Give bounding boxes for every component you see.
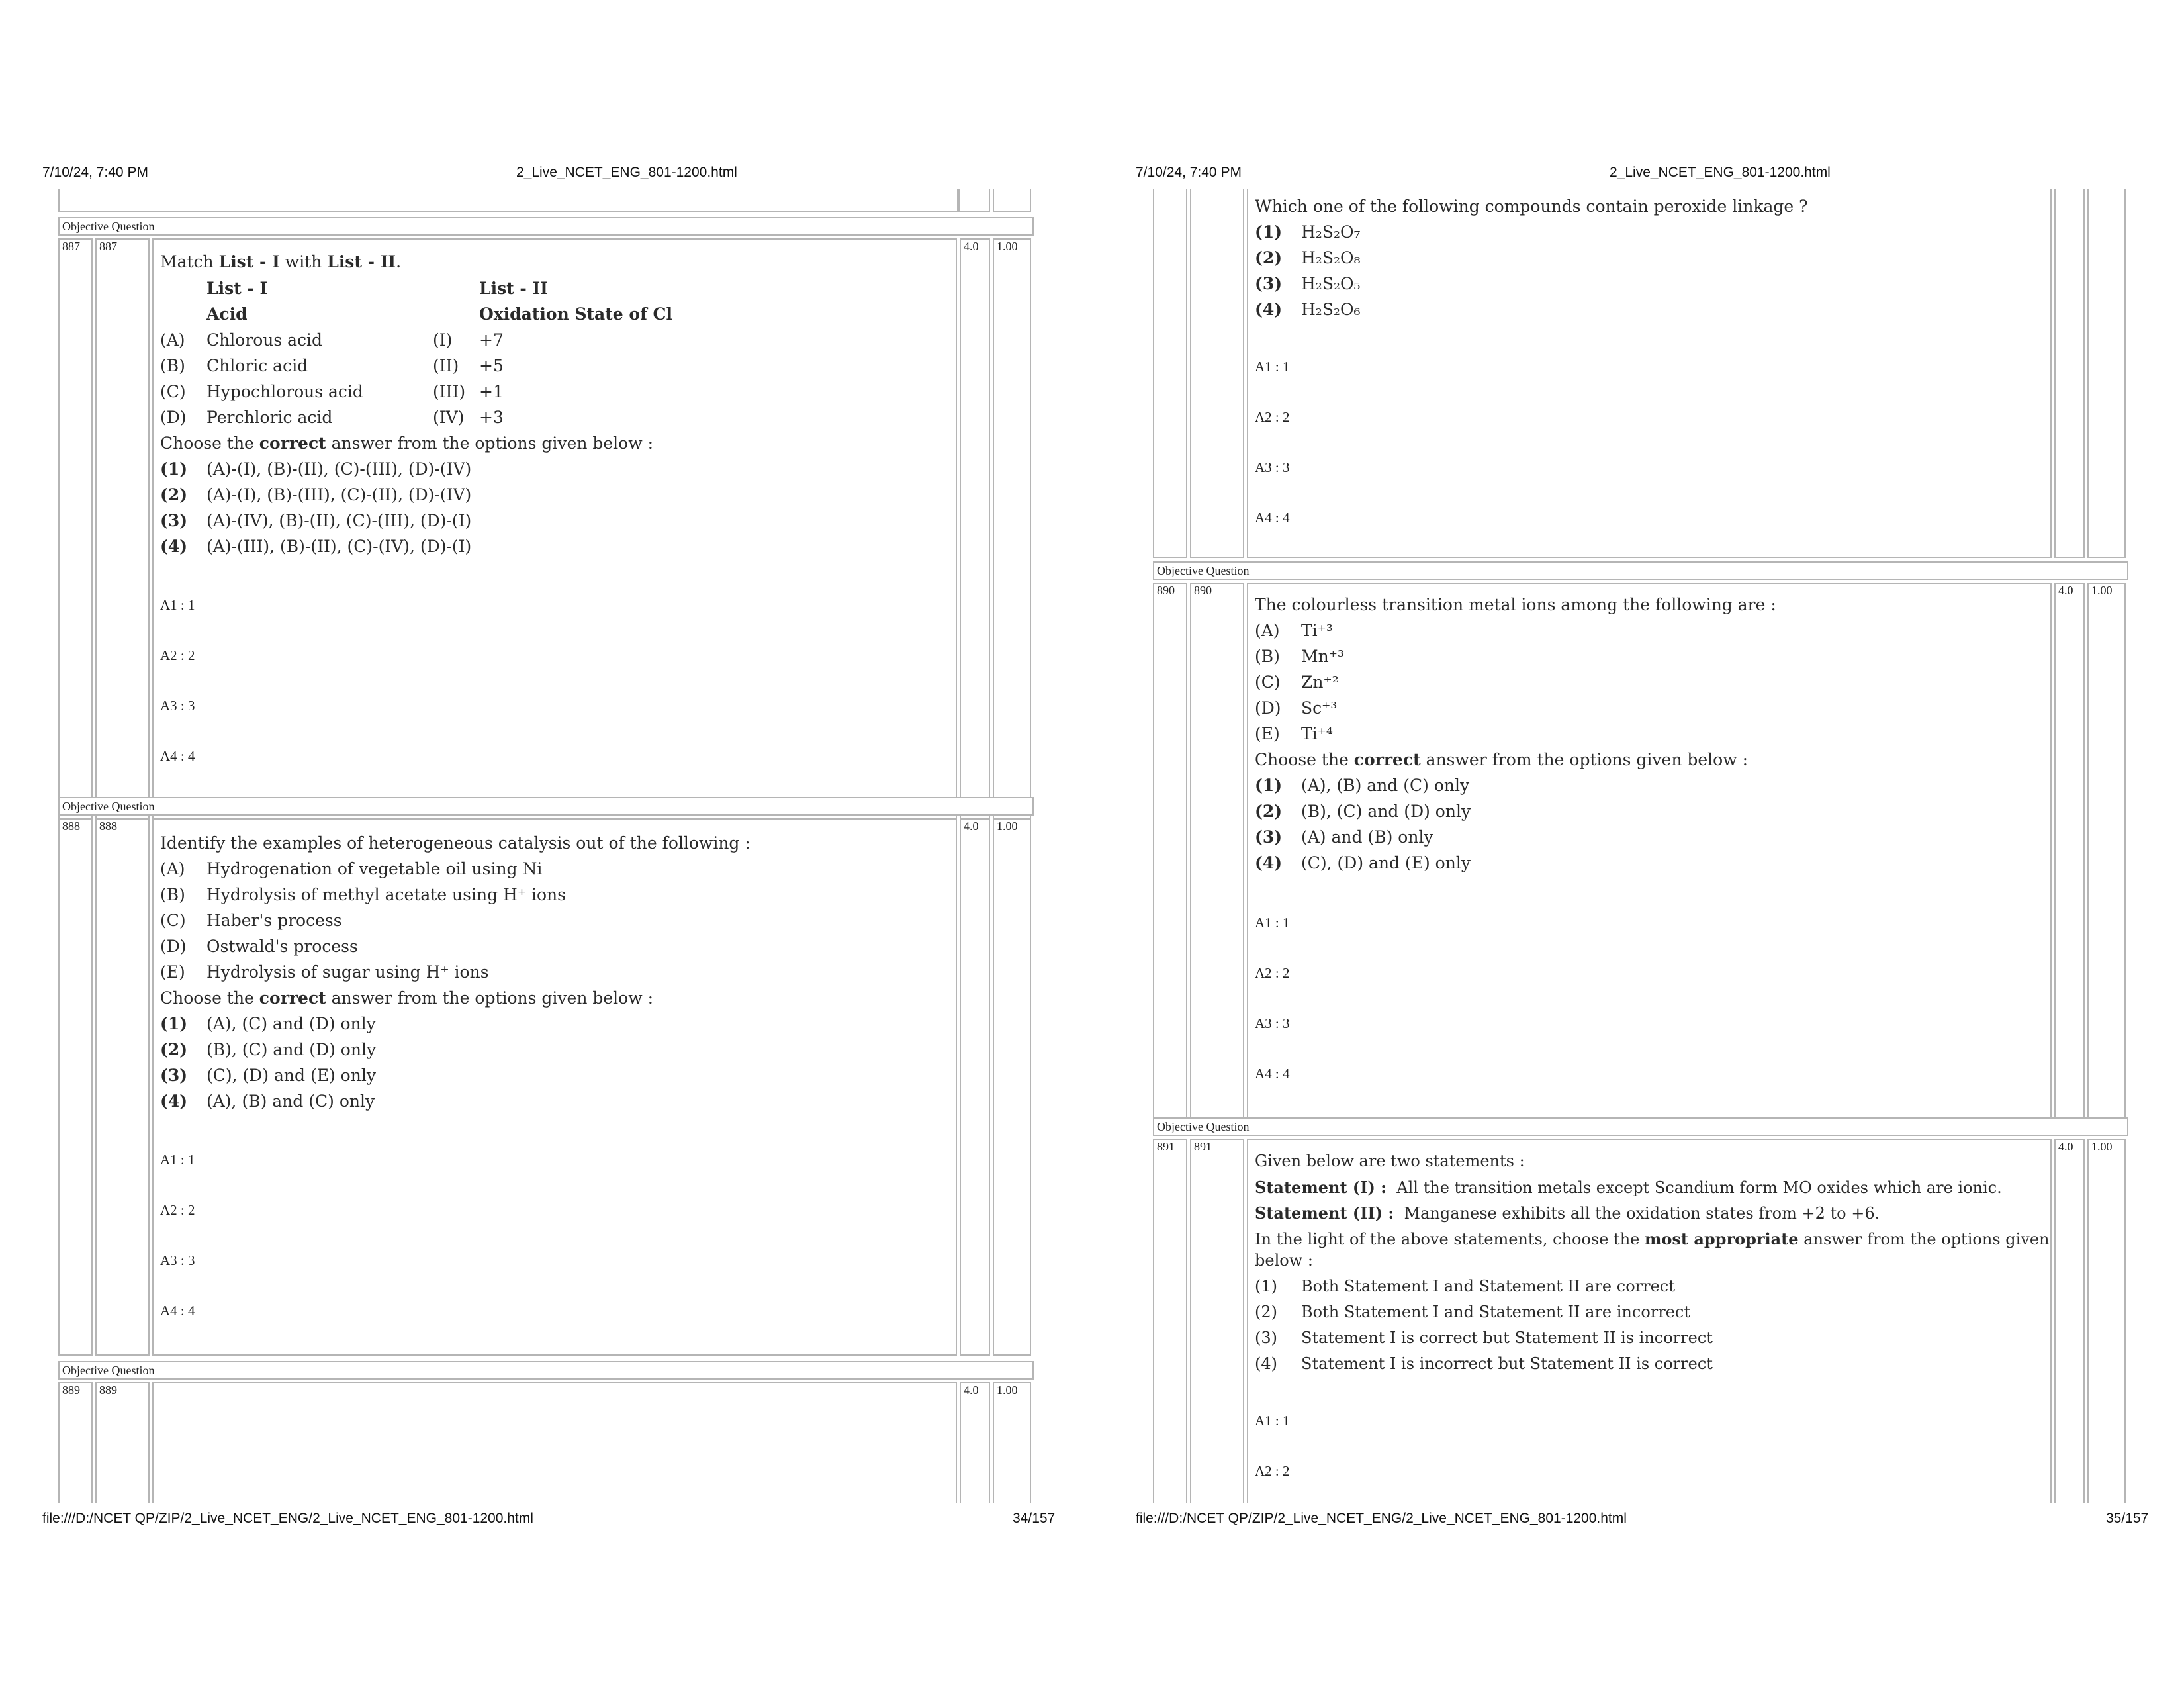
footer-page-number: 35/157	[2106, 1511, 2149, 1526]
instruction-part: In the light of the above statements, choose the	[1255, 1230, 1645, 1248]
question-number: 889	[99, 1383, 117, 1397]
option-number: (4)	[1255, 1354, 1277, 1373]
option-text[interactable]: H₂S₂O₈	[1301, 248, 1361, 267]
question-type-label: Objective Question	[58, 1361, 1034, 1380]
row-state: +3	[479, 408, 504, 427]
instruction-bold: most appropriate	[1644, 1229, 1799, 1248]
marks-value: 4.0	[2058, 584, 2073, 597]
answer-key-a3: A3 : 3	[160, 698, 195, 714]
item-label: (B)	[1255, 647, 1280, 666]
option-number: (2)	[1255, 802, 1283, 821]
option-number: (3)	[1255, 274, 1283, 293]
question-id: 887	[62, 240, 80, 253]
question-intro: Given below are two statements :	[1255, 1152, 1525, 1170]
negative-marks-cell	[2087, 189, 2126, 558]
row-roman: (I)	[433, 330, 453, 350]
negative-marks-cell	[993, 1382, 1031, 1503]
option-number: (1)	[160, 459, 188, 479]
option-text[interactable]: H₂S₂O₅	[1301, 274, 1361, 293]
marks-cell	[2054, 189, 2085, 558]
question-num-cell	[95, 818, 150, 1356]
option-number: (2)	[1255, 1303, 1277, 1321]
item-label: (A)	[160, 859, 185, 878]
answer-key-a4: A4 : 4	[1255, 510, 1290, 526]
item-text: Hydrogenation of vegetable oil using Ni	[206, 859, 543, 878]
footer-file-path: file:///D:/NCET QP/ZIP/2_Live_NCET_ENG/2_Live_NCET_ENG_801-1200.html	[1136, 1511, 1627, 1526]
statement-1	[1255, 1178, 2002, 1197]
question-type-label: Objective Question	[58, 797, 1034, 816]
option-text[interactable]: H₂S₂O₇	[1301, 222, 1361, 242]
option-number: (1)	[1255, 1277, 1277, 1295]
option-number: (2)	[1255, 248, 1283, 267]
option-number: (2)	[160, 1040, 188, 1059]
row-state: +5	[479, 356, 504, 375]
question-intro: Which one of the following compounds contain peroxide linkage ?	[1255, 197, 1808, 216]
option-text[interactable]: Statement I is incorrect but Statement II is correct	[1301, 1354, 1713, 1373]
question-id-cell	[58, 818, 93, 1356]
question-num-cell	[1190, 189, 1244, 558]
item-text: Ti⁺⁴	[1301, 724, 1333, 743]
row-acid: Chlorous acid	[206, 330, 323, 350]
item-label: (E)	[160, 962, 185, 982]
statement-1-label: Statement (I) :	[1255, 1178, 1387, 1197]
item-text: Ostwald's process	[206, 937, 358, 956]
row-label: (A)	[160, 330, 185, 350]
question-body-cell	[1247, 189, 2052, 558]
answer-key-a1: A1 : 1	[1255, 359, 1290, 375]
row-acid: Perchloric acid	[206, 408, 333, 427]
question-id-cell	[1153, 1139, 1187, 1503]
question-type-label: Objective Question	[1153, 1117, 2128, 1136]
choose-instruction: Choose the correct answer from the options given below :	[1255, 750, 1748, 769]
answer-key-a3: A3 : 3	[160, 1252, 195, 1268]
negative-marks-value: 1.00	[2091, 584, 2113, 597]
answer-key-a3: A3 : 3	[1255, 459, 1290, 475]
option-text[interactable]: (C), (D) and (E) only	[206, 1066, 376, 1085]
option-text[interactable]: (A)-(I), (B)-(II), (C)-(III), (D)-(IV)	[206, 459, 472, 479]
question-intro: The colourless transition metal ions among the following are :	[1255, 595, 1776, 614]
question-id: 891	[1157, 1140, 1175, 1153]
prev-row-cell	[58, 189, 958, 212]
question-sheet-left	[58, 189, 1034, 1503]
answer-key-a1: A1 : 1	[1255, 915, 1290, 931]
list2-heading: List - II	[479, 279, 548, 298]
answer-key-a1: A1 : 1	[160, 597, 195, 613]
row-acid: Chloric acid	[206, 356, 308, 375]
instruction-continued: below :	[1255, 1251, 1313, 1270]
question-num-cell	[1190, 583, 1244, 1120]
option-number: (3)	[160, 511, 188, 530]
statement-2-text: Manganese exhibits all the oxidation states from +2 to +6.	[1404, 1204, 1880, 1223]
question-type-label: Objective Question	[58, 217, 1034, 236]
marks-value: 4.0	[964, 240, 979, 253]
question-number: 887	[99, 240, 117, 253]
row-label: (C)	[160, 382, 186, 401]
item-label: (B)	[160, 885, 185, 904]
item-label: (E)	[1255, 724, 1280, 743]
header-title: 2_Live_NCET_ENG_801-1200.html	[516, 165, 737, 180]
option-number: (4)	[1255, 853, 1283, 872]
option-text[interactable]: (A), (C) and (D) only	[206, 1014, 376, 1033]
row-roman: (III)	[433, 382, 466, 401]
question-body-cell	[1247, 583, 2052, 1120]
question-intro: Identify the examples of heterogeneous catalysis out of the following :	[160, 833, 751, 853]
answer-key-a4: A4 : 4	[160, 748, 195, 764]
header-date: 7/10/24, 7:40 PM	[42, 165, 148, 180]
answer-key-a2: A2 : 2	[1255, 965, 1290, 981]
option-number: (1)	[1255, 776, 1283, 795]
option-text[interactable]: Statement I is correct but Statement II is incorrect	[1301, 1329, 1713, 1347]
marks-value: 4.0	[2058, 1140, 2073, 1153]
row-label: (B)	[160, 356, 185, 375]
choose-instruction: Choose the correct answer from the options given below :	[160, 988, 653, 1008]
header-date: 7/10/24, 7:40 PM	[1136, 165, 1242, 180]
answer-key-a2: A2 : 2	[160, 647, 195, 663]
option-text[interactable]: (A) and (B) only	[1301, 827, 1433, 847]
item-label: (A)	[1255, 621, 1280, 640]
header-title: 2_Live_NCET_ENG_801-1200.html	[1610, 165, 1831, 180]
instruction-line	[1255, 1229, 2050, 1248]
option-number: (3)	[1255, 1329, 1277, 1347]
marks-value: 4.0	[964, 1383, 979, 1397]
marks-cell	[2054, 1139, 2085, 1503]
negative-marks-cell	[993, 818, 1031, 1356]
option-number: (3)	[1255, 827, 1283, 847]
answer-key-a4: A4 : 4	[160, 1303, 195, 1319]
answer-key-a2: A2 : 2	[1255, 409, 1290, 425]
option-text[interactable]: (A), (B) and (C) only	[1301, 776, 1470, 795]
list1-subheading: Acid	[206, 305, 248, 324]
row-roman: (IV)	[433, 408, 465, 427]
item-text: Mn⁺³	[1301, 647, 1344, 666]
statement-2	[1255, 1203, 1880, 1223]
item-label: (C)	[160, 911, 186, 930]
answer-key-a4: A4 : 4	[1255, 1066, 1290, 1082]
row-state: +7	[479, 330, 504, 350]
marks-cell	[2054, 583, 2085, 1120]
option-number: (4)	[160, 537, 188, 556]
question-id-cell	[1153, 189, 1187, 558]
option-text[interactable]: Both Statement I and Statement II are correct	[1301, 1277, 1675, 1295]
item-text: Hydrolysis of methyl acetate using H⁺ ions	[206, 885, 566, 904]
option-number: (2)	[160, 485, 188, 504]
instruction-part: answer from the options given	[1798, 1230, 2050, 1248]
page-right	[1092, 0, 2184, 1688]
question-number: 888	[99, 820, 117, 833]
item-label: (C)	[1255, 673, 1281, 692]
row-label: (D)	[160, 408, 187, 427]
negative-marks-value: 1.00	[2091, 1140, 2113, 1153]
answer-key-a3: A3 : 3	[1255, 1015, 1290, 1031]
question-intro: Match List - I with List - II.	[160, 252, 402, 271]
option-text[interactable]: (C), (D) and (E) only	[1301, 853, 1471, 872]
negative-marks-value: 1.00	[997, 240, 1018, 253]
row-roman: (II)	[433, 356, 459, 375]
marks-value: 4.0	[964, 820, 979, 833]
row-acid: Hypochlorous acid	[206, 382, 363, 401]
option-text[interactable]: (A)-(III), (B)-(II), (C)-(IV), (D)-(I)	[206, 537, 472, 556]
question-type-label: Objective Question	[1153, 561, 2128, 580]
item-label: (D)	[160, 937, 187, 956]
question-num-cell	[95, 1382, 150, 1503]
option-text[interactable]: (B), (C) and (D) only	[206, 1040, 377, 1059]
option-number: (3)	[160, 1066, 188, 1085]
question-body-cell	[152, 1382, 957, 1503]
prev-marks-cell	[958, 189, 990, 212]
question-id: 888	[62, 820, 80, 833]
item-text: Ti⁺³	[1301, 621, 1333, 640]
option-number: (1)	[160, 1014, 188, 1033]
statement-1-text: All the transition metals except Scandium form MO oxides which are ionic.	[1396, 1178, 2002, 1197]
answer-key-a1: A1 : 1	[160, 1152, 195, 1168]
negative-marks-value: 1.00	[997, 820, 1018, 833]
answer-key-a1: A1 : 1	[1255, 1413, 1290, 1429]
item-label: (D)	[1255, 698, 1281, 718]
negative-marks-cell	[2087, 1139, 2126, 1503]
option-text[interactable]: (B), (C) and (D) only	[1301, 802, 1471, 821]
list2-subheading: Oxidation State of Cl	[479, 305, 672, 324]
item-text: Haber's process	[206, 911, 342, 930]
question-number: 890	[1194, 584, 1212, 597]
marks-cell	[960, 1382, 990, 1503]
statement-2-label: Statement (II) :	[1255, 1203, 1394, 1223]
question-sheet-right	[1153, 189, 2128, 1503]
option-number: (4)	[160, 1092, 188, 1111]
option-text[interactable]: H₂S₂O₆	[1301, 300, 1361, 319]
question-id-cell	[1153, 583, 1187, 1120]
answer-key-a2: A2 : 2	[1255, 1463, 1290, 1479]
item-text: Sc⁺³	[1301, 698, 1338, 718]
option-text[interactable]: (A), (B) and (C) only	[206, 1092, 375, 1111]
prev-neg-cell	[993, 189, 1031, 212]
choose-instruction: Choose the correct answer from the options given below :	[160, 434, 653, 453]
item-text: Zn⁺²	[1301, 673, 1339, 692]
list1-heading: List - I	[206, 279, 268, 298]
question-num-cell	[1190, 1139, 1244, 1503]
question-id: 890	[1157, 584, 1175, 597]
item-text: Hydrolysis of sugar using H⁺ ions	[206, 962, 489, 982]
option-text[interactable]: (A)-(I), (B)-(III), (C)-(II), (D)-(IV)	[206, 485, 472, 504]
marks-cell	[960, 818, 990, 1356]
footer-file-path: file:///D:/NCET QP/ZIP/2_Live_NCET_ENG/2_Live_NCET_ENG_801-1200.html	[42, 1511, 533, 1526]
negative-marks-cell	[2087, 583, 2126, 1120]
row-state: +1	[479, 382, 504, 401]
question-id-cell	[58, 1382, 93, 1503]
negative-marks-value: 1.00	[997, 1383, 1018, 1397]
answer-key-a2: A2 : 2	[160, 1202, 195, 1218]
footer-page-number: 34/157	[1013, 1511, 1056, 1526]
option-text[interactable]: (A)-(IV), (B)-(II), (C)-(III), (D)-(I)	[206, 511, 472, 530]
question-number: 891	[1194, 1140, 1212, 1153]
option-number: (1)	[1255, 222, 1283, 242]
question-id: 889	[62, 1383, 80, 1397]
option-text[interactable]: Both Statement I and Statement II are incorrect	[1301, 1303, 1691, 1321]
option-number: (4)	[1255, 300, 1283, 319]
